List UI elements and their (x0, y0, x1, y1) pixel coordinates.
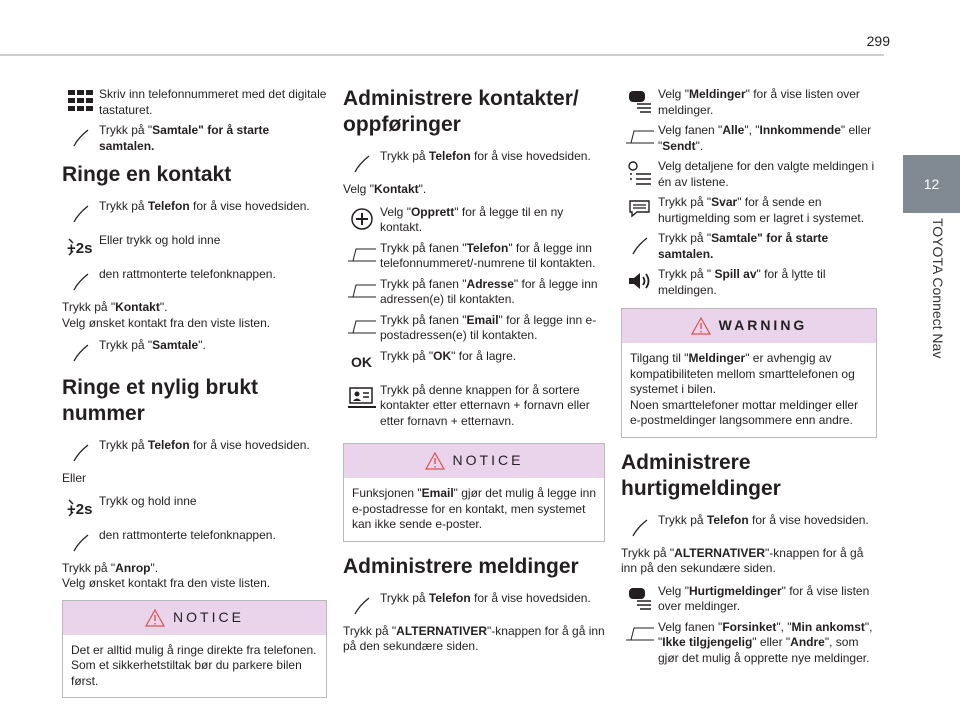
step-row (621, 266, 877, 298)
step-text: Eller trykk og hold inne (99, 233, 221, 247)
ok-icon: OK (351, 353, 372, 370)
section-heading: Ringe et nylig brukt nummer (62, 376, 259, 425)
chapter-tab: 12 (903, 155, 960, 213)
step-text: Velg "Opprett" for å legge til en ny kontakt. (380, 204, 564, 234)
svg-text:+2s: +2s (66, 500, 92, 518)
tap-icon (62, 337, 99, 367)
step-text: Trykk på "OK" for å lagre. (380, 348, 517, 363)
step-row (621, 230, 877, 262)
step-row (62, 86, 327, 118)
step-text: Trykk på denne knappen for å sortere kontakter etter etternavn + fornavn eller etter fornavn + etternavn. (380, 382, 590, 428)
tab-icon (621, 122, 658, 152)
step-text: Velg fanen "Alle", "Innkommende" eller "Sendt". (658, 123, 872, 153)
notice-header (344, 444, 604, 478)
column-3 (621, 86, 877, 670)
tap-icon (62, 266, 99, 296)
step-row (621, 512, 877, 542)
step-row (343, 204, 605, 236)
step-text: Trykk på fanen "Adresse" for å legge inn adressen(e) til kontakten. (380, 276, 598, 306)
step-text: Velg "Meldinger" for å vise listen over meldinger. (658, 87, 860, 117)
tap-icon (621, 230, 658, 260)
step-row (343, 240, 605, 272)
paragraph: Trykk på "Kontakt". Velg ønsket kontakt fra den viste listen. (62, 300, 271, 330)
messages-icon (621, 583, 658, 613)
step-text: Velg "Hurtigmeldinger" for å vise listen over meldinger. (658, 583, 870, 613)
step-row (62, 437, 327, 467)
reply-message-icon (621, 194, 658, 224)
tab-icon (343, 276, 380, 306)
step-text: den rattmonterte telefonknappen. (99, 527, 276, 542)
warning-label: WARNING (718, 317, 808, 334)
sort-contacts-icon (343, 382, 380, 412)
notice-label: NOTICE (173, 608, 244, 625)
step-text: Trykk på Telefon for å vise hovedsiden. (99, 438, 310, 452)
tap-icon (62, 437, 99, 467)
paragraph: Velg "Kontakt". (343, 182, 427, 196)
step-text: Trykk på "Samtale" for å starte samtalen. (658, 231, 829, 261)
step-row (621, 158, 877, 190)
section-heading: Ringe en kontakt (62, 163, 232, 186)
step-row (62, 122, 327, 154)
step-text: Trykk på fanen "Email" for å legge inn e-postadressen(e) til kontakten. (380, 312, 597, 342)
notice-text: Det er alltid mulig å ringe direkte fra telefonen. Som et sikkerhetstiltak bør du parkere bilen først. (71, 642, 317, 688)
step-text: Trykk på Telefon for å vise hovedsiden. (380, 590, 591, 605)
notice-box (343, 443, 605, 542)
chapter-title: TOYOTA Connect Nav (930, 218, 946, 359)
warning-header (622, 309, 876, 343)
warning-triangle-icon (425, 452, 445, 470)
warning-text: Tilgang til "Meldinger" er avhengig av kompatibiliteten mellom smarttelefonen og systemet i bilen. Noen smarttelefoner mottar meldinger eller e-postmeldinger langsommere enn andre. (630, 351, 859, 427)
tap-icon (62, 527, 99, 557)
notice-text: Funksjonen "Email" gjør det mulig å legge inn e-postadresse for en kontakt, men systemet kan ikke sende e-poster. (352, 486, 596, 531)
step-text: Trykk på " Spill av" for å lytte til meldingen. (658, 267, 826, 297)
page-number: 299 (866, 33, 890, 49)
step-text: den rattmonterte telefonknappen. (99, 267, 276, 281)
warning-triangle-icon (145, 609, 165, 627)
section-heading: Administrere kontakter/ oppføringer (343, 87, 579, 136)
step-text: Skriv inn telefonnummeret med det digitale tastaturet. (99, 87, 327, 117)
step-row (343, 276, 605, 308)
step-text: Velg detaljene for den valgte meldingen i én av listene. (658, 159, 875, 189)
step-row (621, 86, 877, 118)
step-row (62, 493, 327, 523)
step-row (62, 198, 327, 228)
tap-icon (343, 590, 380, 620)
tab-icon (343, 312, 380, 342)
warning-box (621, 308, 877, 438)
svg-text:+2s: +2s (66, 240, 92, 257)
step-text: Trykk på "Svar" for å sende en hurtigmelding som er lagret i systemet. (658, 195, 865, 225)
press-hold-2s-icon (62, 232, 99, 262)
tap-icon (62, 122, 99, 152)
keypad-icon (62, 86, 99, 116)
notice-label: NOTICE (452, 452, 524, 469)
step-row (621, 583, 877, 615)
section-heading: Administrere meldinger (343, 554, 579, 578)
step-text: Trykk og hold inne (99, 493, 197, 508)
step-text: Trykk på "Samtale". (99, 338, 206, 352)
step-row (621, 619, 877, 667)
step-text: Trykk på Telefon for å vise hovedsiden. (658, 512, 869, 527)
paragraph: Trykk på "ALTERNATIVER"-knappen for å gå inn på den sekundære siden. (621, 545, 864, 575)
step-row (343, 590, 605, 620)
message-details-icon (621, 158, 658, 188)
step-row (62, 232, 327, 262)
paragraph: Trykk på "Anrop". Velg ønsket kontakt fra den viste listen. (62, 560, 271, 590)
column-1 (62, 86, 327, 710)
paragraph: Eller (62, 471, 87, 485)
warning-triangle-icon (691, 317, 711, 335)
notice-header (63, 601, 326, 635)
step-text: Trykk på fanen "Telefon" for å legge inn telefonnummeret/-numrene til kontakten. (380, 240, 596, 270)
step-row (621, 122, 877, 154)
step-text: Velg fanen "Forsinket", "Min ankomst", "Ikke tilgjengelig" eller "Andre", som gjør det mulig å opprette nye meldinger. (658, 619, 873, 665)
column-2 (343, 86, 605, 661)
press-hold-2s-icon (62, 493, 99, 523)
step-row (621, 194, 877, 226)
step-row (343, 312, 605, 344)
step-text: Trykk på Telefon for å vise hovedsiden. (99, 199, 310, 213)
speaker-play-icon (621, 266, 658, 296)
tab-icon (621, 619, 658, 649)
step-text: Trykk på Telefon for å vise hovedsiden. (380, 149, 591, 163)
tap-icon (343, 148, 380, 178)
step-row (62, 337, 327, 367)
step-text: Trykk på "Samtale" for å starte samtalen. (99, 123, 270, 153)
header-rule (0, 54, 884, 56)
tap-icon (62, 198, 99, 228)
messages-icon (621, 86, 658, 116)
paragraph: Trykk på "ALTERNATIVER"-knappen for å gå inn på den sekundære siden. (343, 623, 605, 653)
step-row (343, 382, 605, 430)
add-circle-icon (343, 204, 380, 234)
section-heading: Administrere hurtigmeldinger (621, 450, 781, 500)
step-row (343, 348, 605, 378)
step-row (62, 527, 327, 557)
step-row (62, 266, 327, 296)
tap-icon (621, 512, 658, 542)
step-row (343, 148, 605, 178)
tab-icon (343, 240, 380, 270)
